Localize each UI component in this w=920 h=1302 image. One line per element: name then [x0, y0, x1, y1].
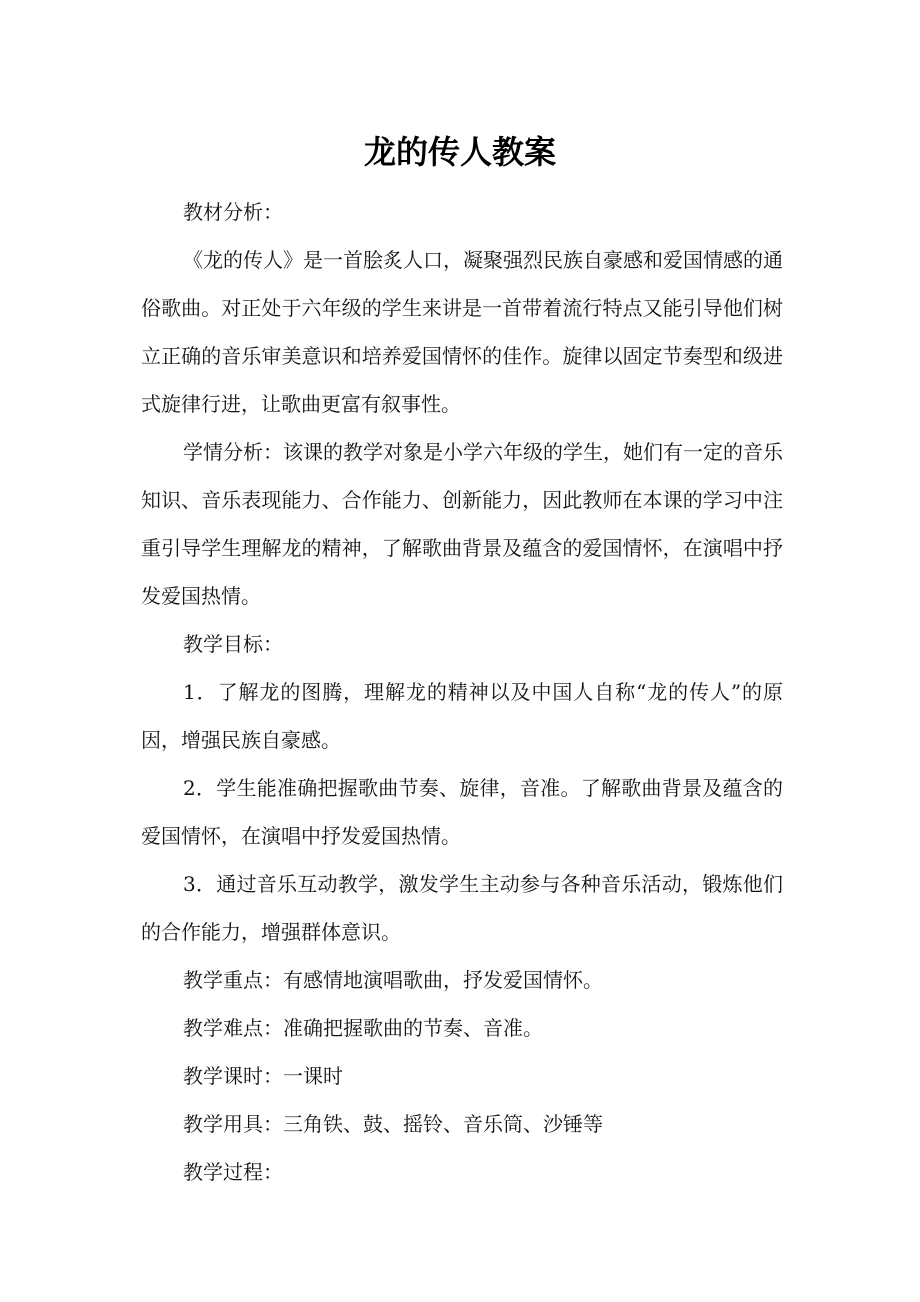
teaching-tools: 教学用具：三角铁、鼓、摇铃、音乐筒、沙锤等: [183, 1112, 603, 1136]
teaching-hours: 教学课时：一课时: [183, 1064, 343, 1088]
objective-item-1: 1．了解龙的图腾，理解龙的精神以及中国人自称“龙的传人”的原因，增强民族自豪感。: [141, 680, 783, 752]
paragraph-student-analysis: 学情分析：该课的教学对象是小学六年级的学生，她们有一定的音乐知识、音乐表现能力、合作能力、创新能力，因此教师在本课的学习中注重引导学生理解龙的精神，了解歌曲背景及蕴含的爱国情怀，在演唱中抒发爱国热情。: [141, 440, 783, 608]
document-body: [141, 188, 783, 1196]
paragraph-textbook-analysis: 《龙的传人》是一首脍炙人口，凝聚强烈民族自豪感和爱国情感的通俗歌曲。对正处于六年级的学生来讲是一首带着流行特点又能引导他们树立正确的音乐审美意识和培养爱国情怀的佳作。旋律以固定节奏型和级进式旋律行进，让歌曲更富有叙事性。: [141, 248, 783, 416]
heading-teaching-process: 教学过程：: [183, 1160, 283, 1184]
objective-item-3: 3．通过音乐互动教学，激发学生主动参与各种音乐活动，锻炼他们的合作能力，增强群体意识。: [141, 872, 783, 944]
teaching-key-point: 教学重点：有感情地演唱歌曲，抒发爱国情怀。: [183, 968, 603, 992]
heading-textbook-analysis: 教材分析：: [183, 200, 283, 224]
teaching-difficulty: 教学难点：准确把握歌曲的节奏、音准。: [183, 1016, 543, 1040]
objective-item-2: 2．学生能准确把握歌曲节奏、旋律，音准。了解歌曲背景及蕴含的爱国情怀，在演唱中抒发爱国热情。: [141, 776, 783, 848]
document-title: 龙的传人教案: [363, 133, 556, 171]
heading-teaching-objectives: 教学目标：: [183, 632, 283, 656]
